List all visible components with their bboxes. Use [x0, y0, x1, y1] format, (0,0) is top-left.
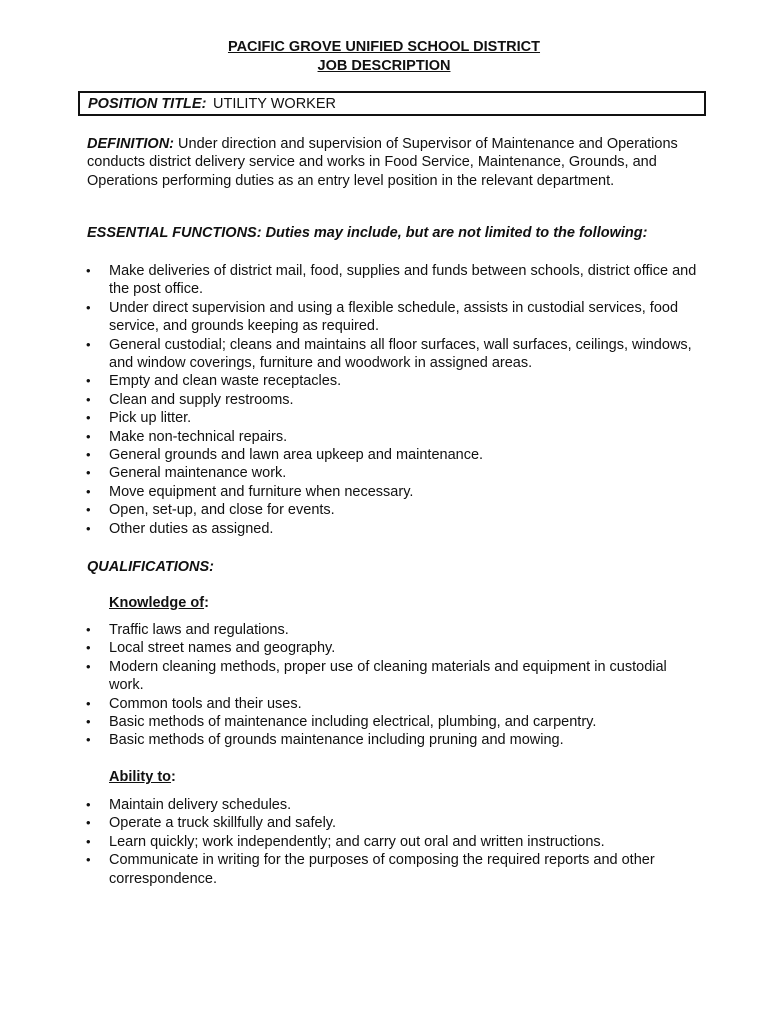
- knowledge-colon: :: [204, 595, 209, 611]
- document-header: [0, 38, 768, 76]
- ability-subheading: [109, 768, 176, 786]
- list-item: • Traffic laws and regulations.: [87, 621, 697, 639]
- list-item: • Open, set-up, and close for events.: [87, 501, 697, 519]
- knowledge-subheading: [109, 594, 209, 612]
- essential-functions-heading: ESSENTIAL FUNCTIONS: Duties may include, but are not limited to the following:: [87, 225, 648, 241]
- list-item: • Other duties as assigned.: [87, 520, 697, 538]
- list-item: • Communicate in writing for the purposes of composing the required reports and other correspondence.: [87, 851, 697, 888]
- list-item: • Common tools and their uses.: [87, 695, 697, 713]
- list-item: • General grounds and lawn area upkeep and maintenance.: [87, 446, 697, 464]
- position-title-value: UTILITY WORKER: [213, 96, 336, 112]
- list-item: • Pick up litter.: [87, 409, 697, 427]
- definition-label: DEFINITION:: [87, 136, 174, 152]
- district-name: PACIFIC GROVE UNIFIED SCHOOL DISTRICT: [227, 39, 541, 55]
- list-item: • Make non-technical repairs.: [87, 428, 697, 446]
- definition-section: [87, 135, 697, 190]
- ability-list: [87, 796, 697, 888]
- ability-label: Ability to: [109, 769, 172, 785]
- list-item: • Empty and clean waste receptacles.: [87, 372, 697, 390]
- position-title-box: [78, 91, 706, 116]
- list-item: • Make deliveries of district mail, food, supplies and funds between schools, district office and the post office.: [87, 262, 697, 299]
- list-item: • General maintenance work.: [87, 464, 697, 482]
- list-item: • General custodial; cleans and maintains all floor surfaces, wall surfaces, ceilings, windows, and window coverings, furniture and woodwork in assigned areas.: [87, 336, 697, 373]
- ability-colon: :: [171, 769, 176, 785]
- list-item: • Under direct supervision and using a flexible schedule, assists in custodial services, food service, and grounds keeping as required.: [87, 299, 697, 336]
- list-item: • Modern cleaning methods, proper use of cleaning materials and equipment in custodial work.: [87, 658, 697, 695]
- knowledge-list: [87, 621, 697, 750]
- knowledge-label: Knowledge of: [109, 595, 205, 611]
- qualifications-heading: QUALIFICATIONS:: [87, 559, 214, 575]
- list-item: • Local street names and geography.: [87, 639, 697, 657]
- document-type: JOB DESCRIPTION: [317, 58, 451, 74]
- list-item: • Basic methods of maintenance including electrical, plumbing, and carpentry.: [87, 713, 697, 731]
- list-item: • Learn quickly; work independently; and carry out oral and written instructions.: [87, 833, 697, 851]
- list-item: • Maintain delivery schedules.: [87, 796, 697, 814]
- list-item: • Basic methods of grounds maintenance including pruning and mowing.: [87, 731, 697, 749]
- list-item: • Clean and supply restrooms.: [87, 391, 697, 409]
- position-title-label: POSITION TITLE:: [88, 96, 207, 112]
- definition-text: Under direction and supervision of Supervisor of Maintenance and Operations conducts district delivery service and works in Food Service, Maintenance, Grounds, and Operations performing duties as an entry level position in the relevant department.: [87, 136, 678, 189]
- list-item: • Move equipment and furniture when necessary.: [87, 483, 697, 501]
- essential-functions-list: [87, 262, 697, 538]
- list-item: • Operate a truck skillfully and safely.: [87, 814, 697, 832]
